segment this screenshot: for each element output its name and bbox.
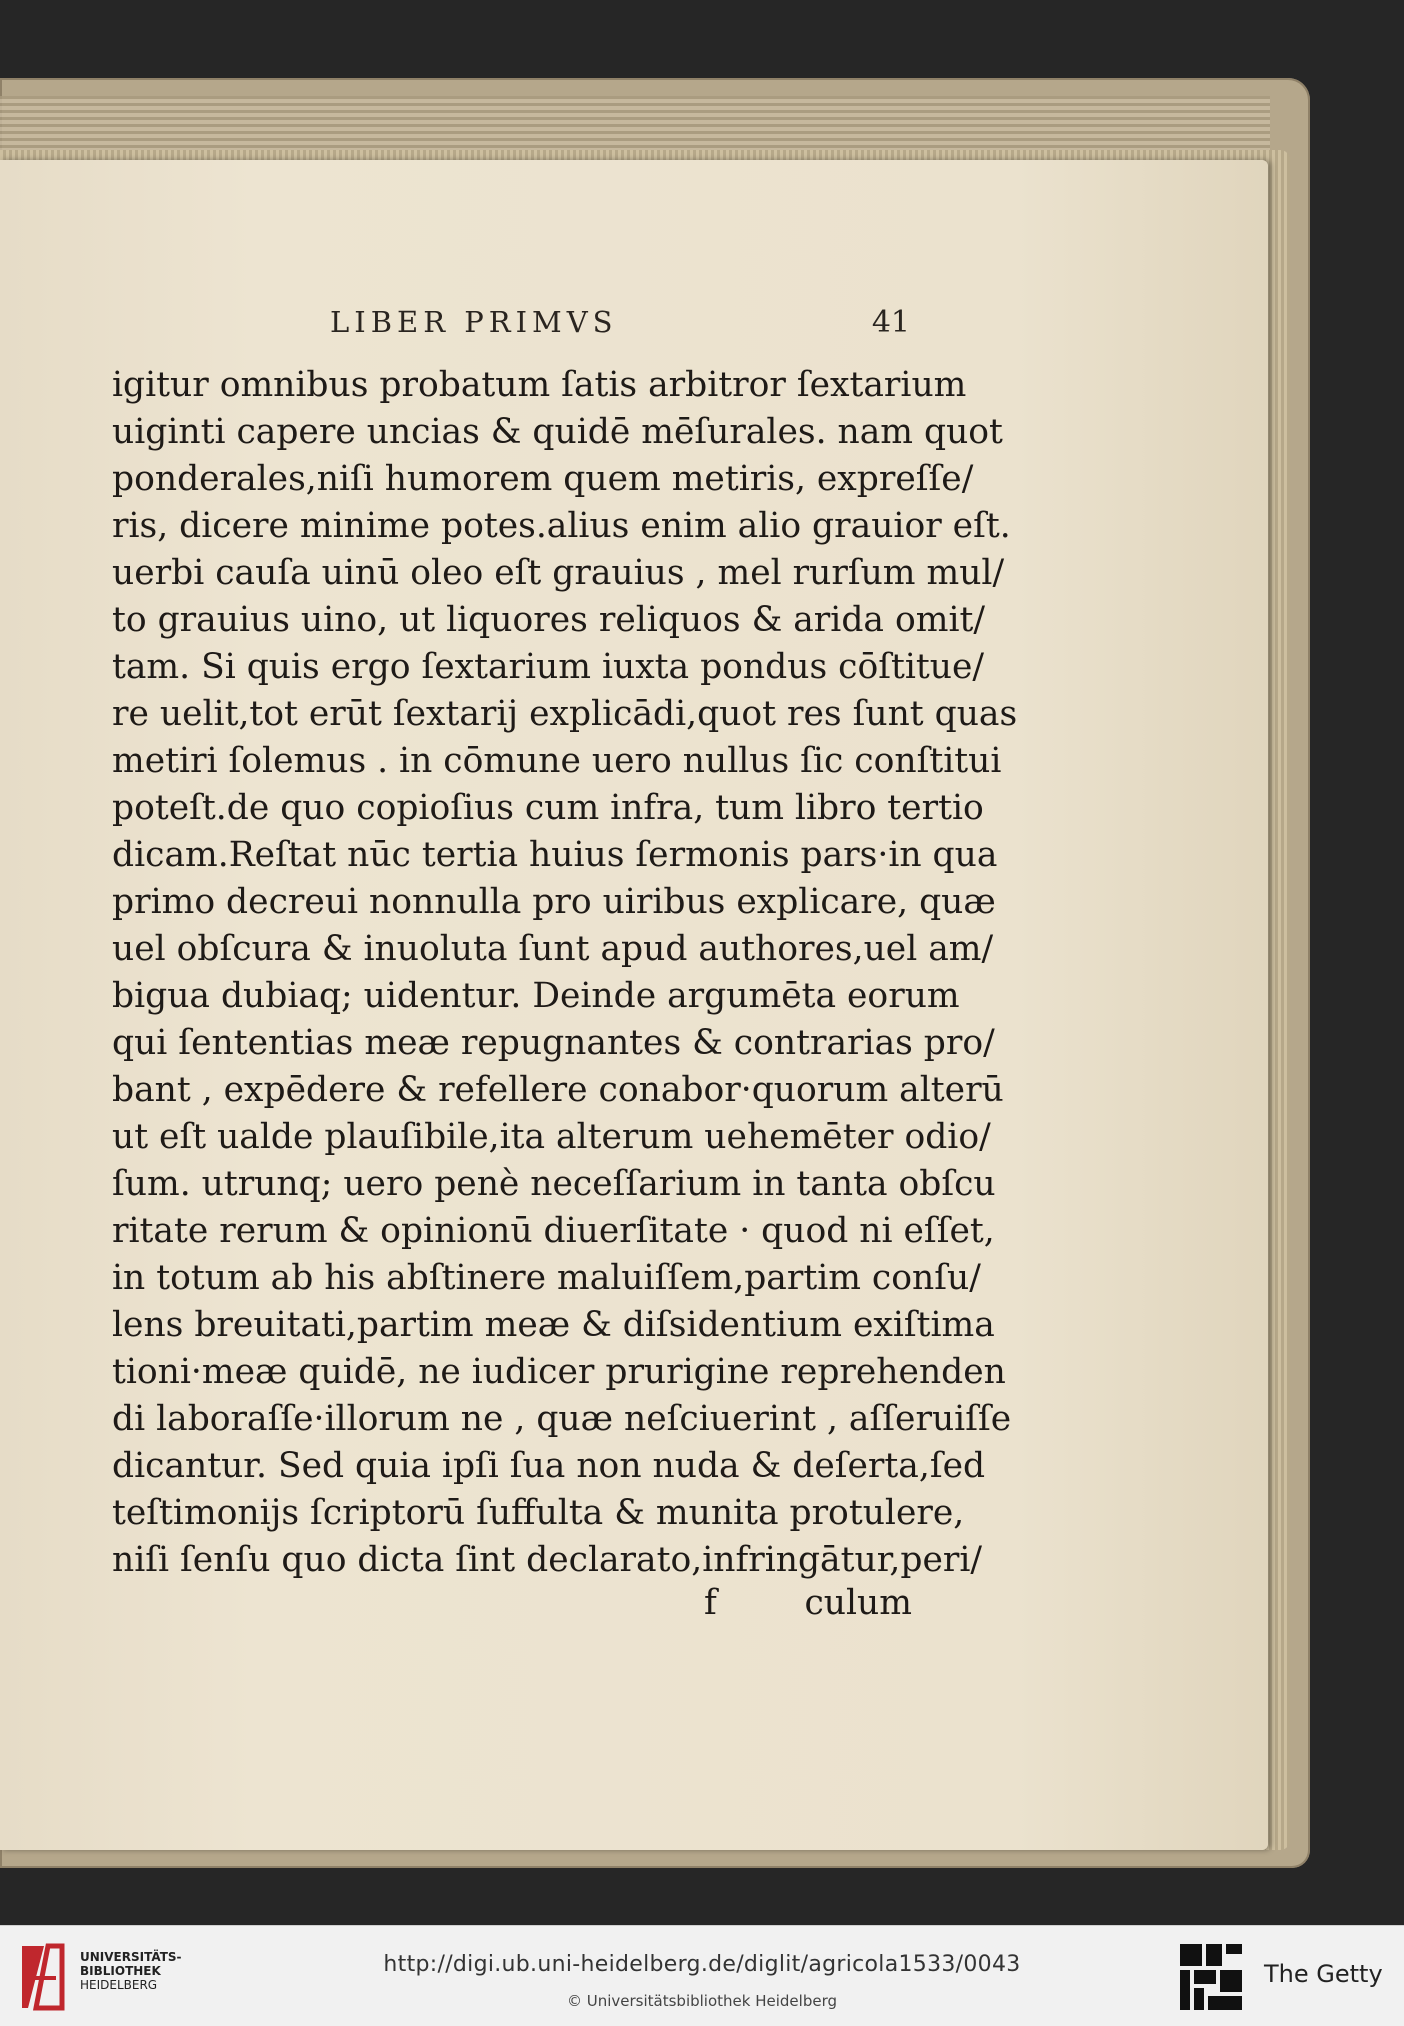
text-line: in totum ab his abſtinere maluiſſem,partim conſu/	[112, 1258, 981, 1298]
text-line: niſi ſenſu quo dicta ſint declarato,infringātur,peri/	[112, 1540, 983, 1580]
getty-logo-icon[interactable]	[1180, 1944, 1242, 2010]
text-line: uerbi cauſa uinū oleo eſt grauius , mel rurſum mul/	[112, 553, 1005, 593]
text-line: tioni·meæ quidē, ne iudicer prurigine reprehenden	[112, 1352, 1006, 1392]
partner-name: The Getty	[1264, 1960, 1383, 1988]
text-line: ſum. utrunq; uero penè neceſſarium in tanta obſcu	[112, 1164, 996, 1204]
text-line: lens breuitati,partim meæ & diſsidentium exiſtima	[112, 1305, 995, 1345]
institution-line: HEIDELBERG	[80, 1978, 158, 1992]
catch-line	[112, 1580, 912, 1627]
text-line: teſtimonijs ſcriptorū ſuffulta & munita protulere,	[112, 1493, 965, 1533]
text-line: tam. Si quis ergo ſextarium iuxta pondus cōſtitue/	[112, 647, 985, 687]
text-line: qui ſententias meæ repugnantes & contrarias pro/	[112, 1023, 995, 1063]
institution-line: BIBLIOTHEK	[80, 1964, 161, 1978]
text-line: bigua dubiaq; uidentur. Deinde argumēta eorum	[112, 976, 960, 1016]
text-line: metiri ſolemus . in cōmune uero nullus ſic conſtitui	[112, 741, 1002, 781]
running-head	[330, 305, 910, 340]
text-line: bant , expēdere & refellere conabor·quorum alterū	[112, 1070, 1004, 1110]
text-line: re uelit,tot erūt ſextarij explicādi,quot res ſunt quas	[112, 694, 1018, 734]
text-line: di laboraſſe·illorum ne , quæ neſciuerint , aſſeruiſſe	[112, 1399, 1012, 1439]
text-line: uiginti capere uncias & quidē mēſurales. nam quot	[112, 412, 1003, 452]
text-line: dicantur. Sed quia ipſi ſua non nuda & deſerta,ſed	[112, 1446, 986, 1486]
text-line: igitur omnibus probatum ſatis arbitror ſextarium	[112, 365, 967, 405]
copyright-notice: © Universitätsbibliothek Heidelberg	[566, 1992, 837, 2010]
permalink-url[interactable]: http://digi.ub.uni-heidelberg.de/diglit/agricola1533/0043	[383, 1952, 1021, 1977]
text-line: dicam.Reſtat nūc tertia huius ſermonis pars·in qua	[112, 835, 998, 875]
text-line: poteſt.de quo copioſius cum infra, tum libro tertio	[112, 788, 984, 828]
folio-number: 41	[871, 305, 910, 340]
text-line: ris, dicere minime potes.alius enim alio grauior eſt.	[112, 506, 1011, 546]
viewer-footer	[0, 1925, 1404, 2026]
text-line: ut eſt ualde plauſibile,ita alterum uehemēter odio/	[112, 1117, 991, 1157]
running-head-title: LIBER PRIMVS	[330, 305, 618, 339]
institution-line: UNIVERSITÄTS-	[80, 1950, 182, 1964]
signature-mark: f	[704, 1583, 717, 1623]
text-line: to grauius uino, ut liquores reliquos & arida omit/	[112, 600, 985, 640]
text-line: primo decreui nonnulla pro uiribus explicare, quæ	[112, 882, 996, 922]
text-block	[112, 362, 1018, 1584]
text-line: uel obſcura & inuoluta ſunt apud authores,uel am/	[112, 929, 994, 969]
catchword: culum	[804, 1583, 912, 1623]
text-line: ponderales,niſi humorem quem metiris, expreſſe/	[112, 459, 974, 499]
text-line: ritate rerum & opinionū diuerſitate · quod ni eſſet,	[112, 1211, 995, 1251]
